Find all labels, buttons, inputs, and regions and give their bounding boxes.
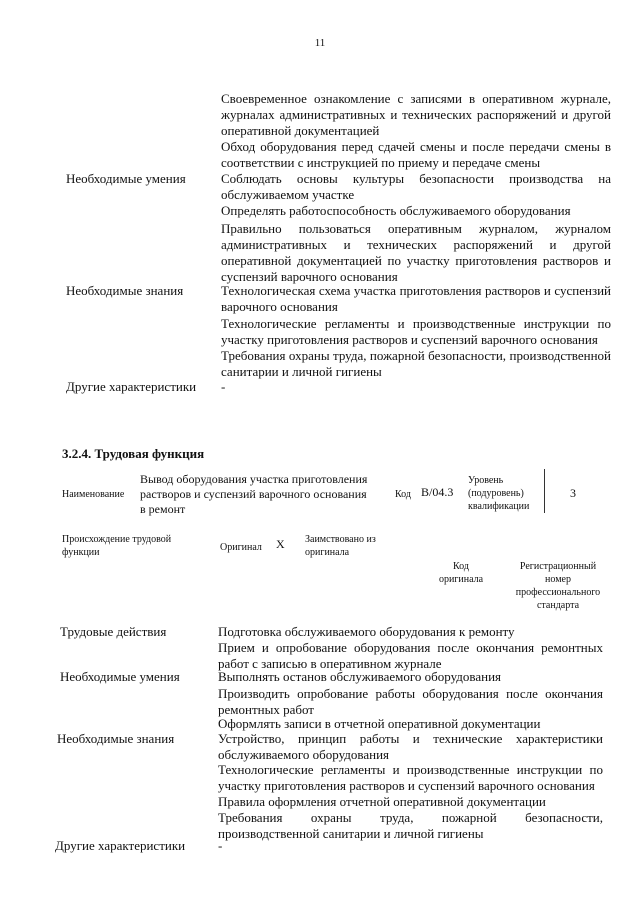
competency-item: Требования охраны труда, пожарной безопасности, производственной санитарии и личной гигиены [218, 810, 603, 841]
competency-item: Требования охраны труда, пожарной безопасности, производственной санитарии и личной гигиены [221, 348, 611, 379]
competency-item: Выполнять останов обслуживаемого оборудования [218, 669, 502, 684]
row-label-knowledge: Необходимые знания [57, 731, 175, 746]
competency-item: Прием и опробование оборудования после окончания ремонтных работ с записью в оперативном журнале [218, 640, 603, 671]
row-label-other: Другие характеристики [55, 838, 186, 853]
level-divider [544, 469, 545, 513]
row-label-skills: Необходимые умения [66, 171, 186, 186]
competency-item: Подготовка обслуживаемого оборудования к ремонту [218, 624, 515, 639]
row-label-actions: Трудовые действия [60, 624, 167, 639]
level-label: Уровень (подуровень) квалификации [468, 475, 530, 512]
code-label: Код [395, 489, 411, 500]
level-value: 3 [570, 486, 576, 500]
code-original-label: Код оригинала [438, 561, 484, 585]
competency-item: Устройство, принцип работы и технические характеристики обслуживаемого оборудования [218, 731, 603, 762]
competency-item: Своевременное ознакомление с записями в оперативном журнале, журналах административных и технических распоряжений и другой оперативной документацией [221, 91, 611, 138]
competency-item: Оформлять записи в отчетной оперативной документации [218, 716, 541, 731]
competency-item: Правильно пользоваться оперативным журналом, журналом административных и технических распоряжений и другой оперативной документацией по участку приготовления растворов и суспензий варочного основания [221, 221, 611, 284]
competency-item: Технологическая схема участка приготовления растворов и суспензий варочного основания [221, 283, 611, 314]
competency-item: Обход оборудования перед сдачей смены и после передачи смены в соответствии с инструкцией по приему и передаче смены [221, 139, 611, 170]
competency-item: Определять работоспособность обслуживаемого оборудования [221, 203, 571, 218]
reg-number-label: Регистрационный номер профессионального стандарта [515, 561, 601, 611]
page-number: 11 [314, 37, 326, 49]
competency-item: Соблюдать основы культуры безопасности производства на обслуживаемом участке [221, 171, 611, 202]
competency-item: Правила оформления отчетной оперативной документации [218, 794, 546, 809]
competency-item: - [218, 838, 223, 853]
name-label: Наименование [62, 489, 125, 500]
origin-borrowed-label: Заимствовано из оригинала [305, 534, 376, 558]
competency-item: Технологические регламенты и производственные инструкции по участку приготовления растворов и суспензий варочного основания [221, 316, 611, 347]
competency-item: Производить опробование работы оборудования после окончания ремонтных работ [218, 686, 603, 717]
function-title: Вывод оборудования участка приготовления растворов и суспензий варочного основания в ремонт [140, 472, 368, 516]
code-value: В/04.3 [421, 485, 454, 499]
origin-original-label: Оригинал [220, 542, 262, 553]
row-label-other: Другие характеристики [66, 379, 197, 394]
function-heading: 3.2.4. Трудовая функция [62, 446, 205, 461]
row-label-skills: Необходимые умения [60, 669, 180, 684]
row-label-knowledge: Необходимые знания [66, 283, 184, 298]
origin-label: Происхождение трудовой функции [62, 534, 172, 558]
competency-item: - [221, 379, 226, 394]
competency-item: Технологические регламенты и производственные инструкции по участку приготовления растворов и суспензий варочного основания [218, 762, 603, 793]
origin-mark: X [276, 537, 285, 551]
